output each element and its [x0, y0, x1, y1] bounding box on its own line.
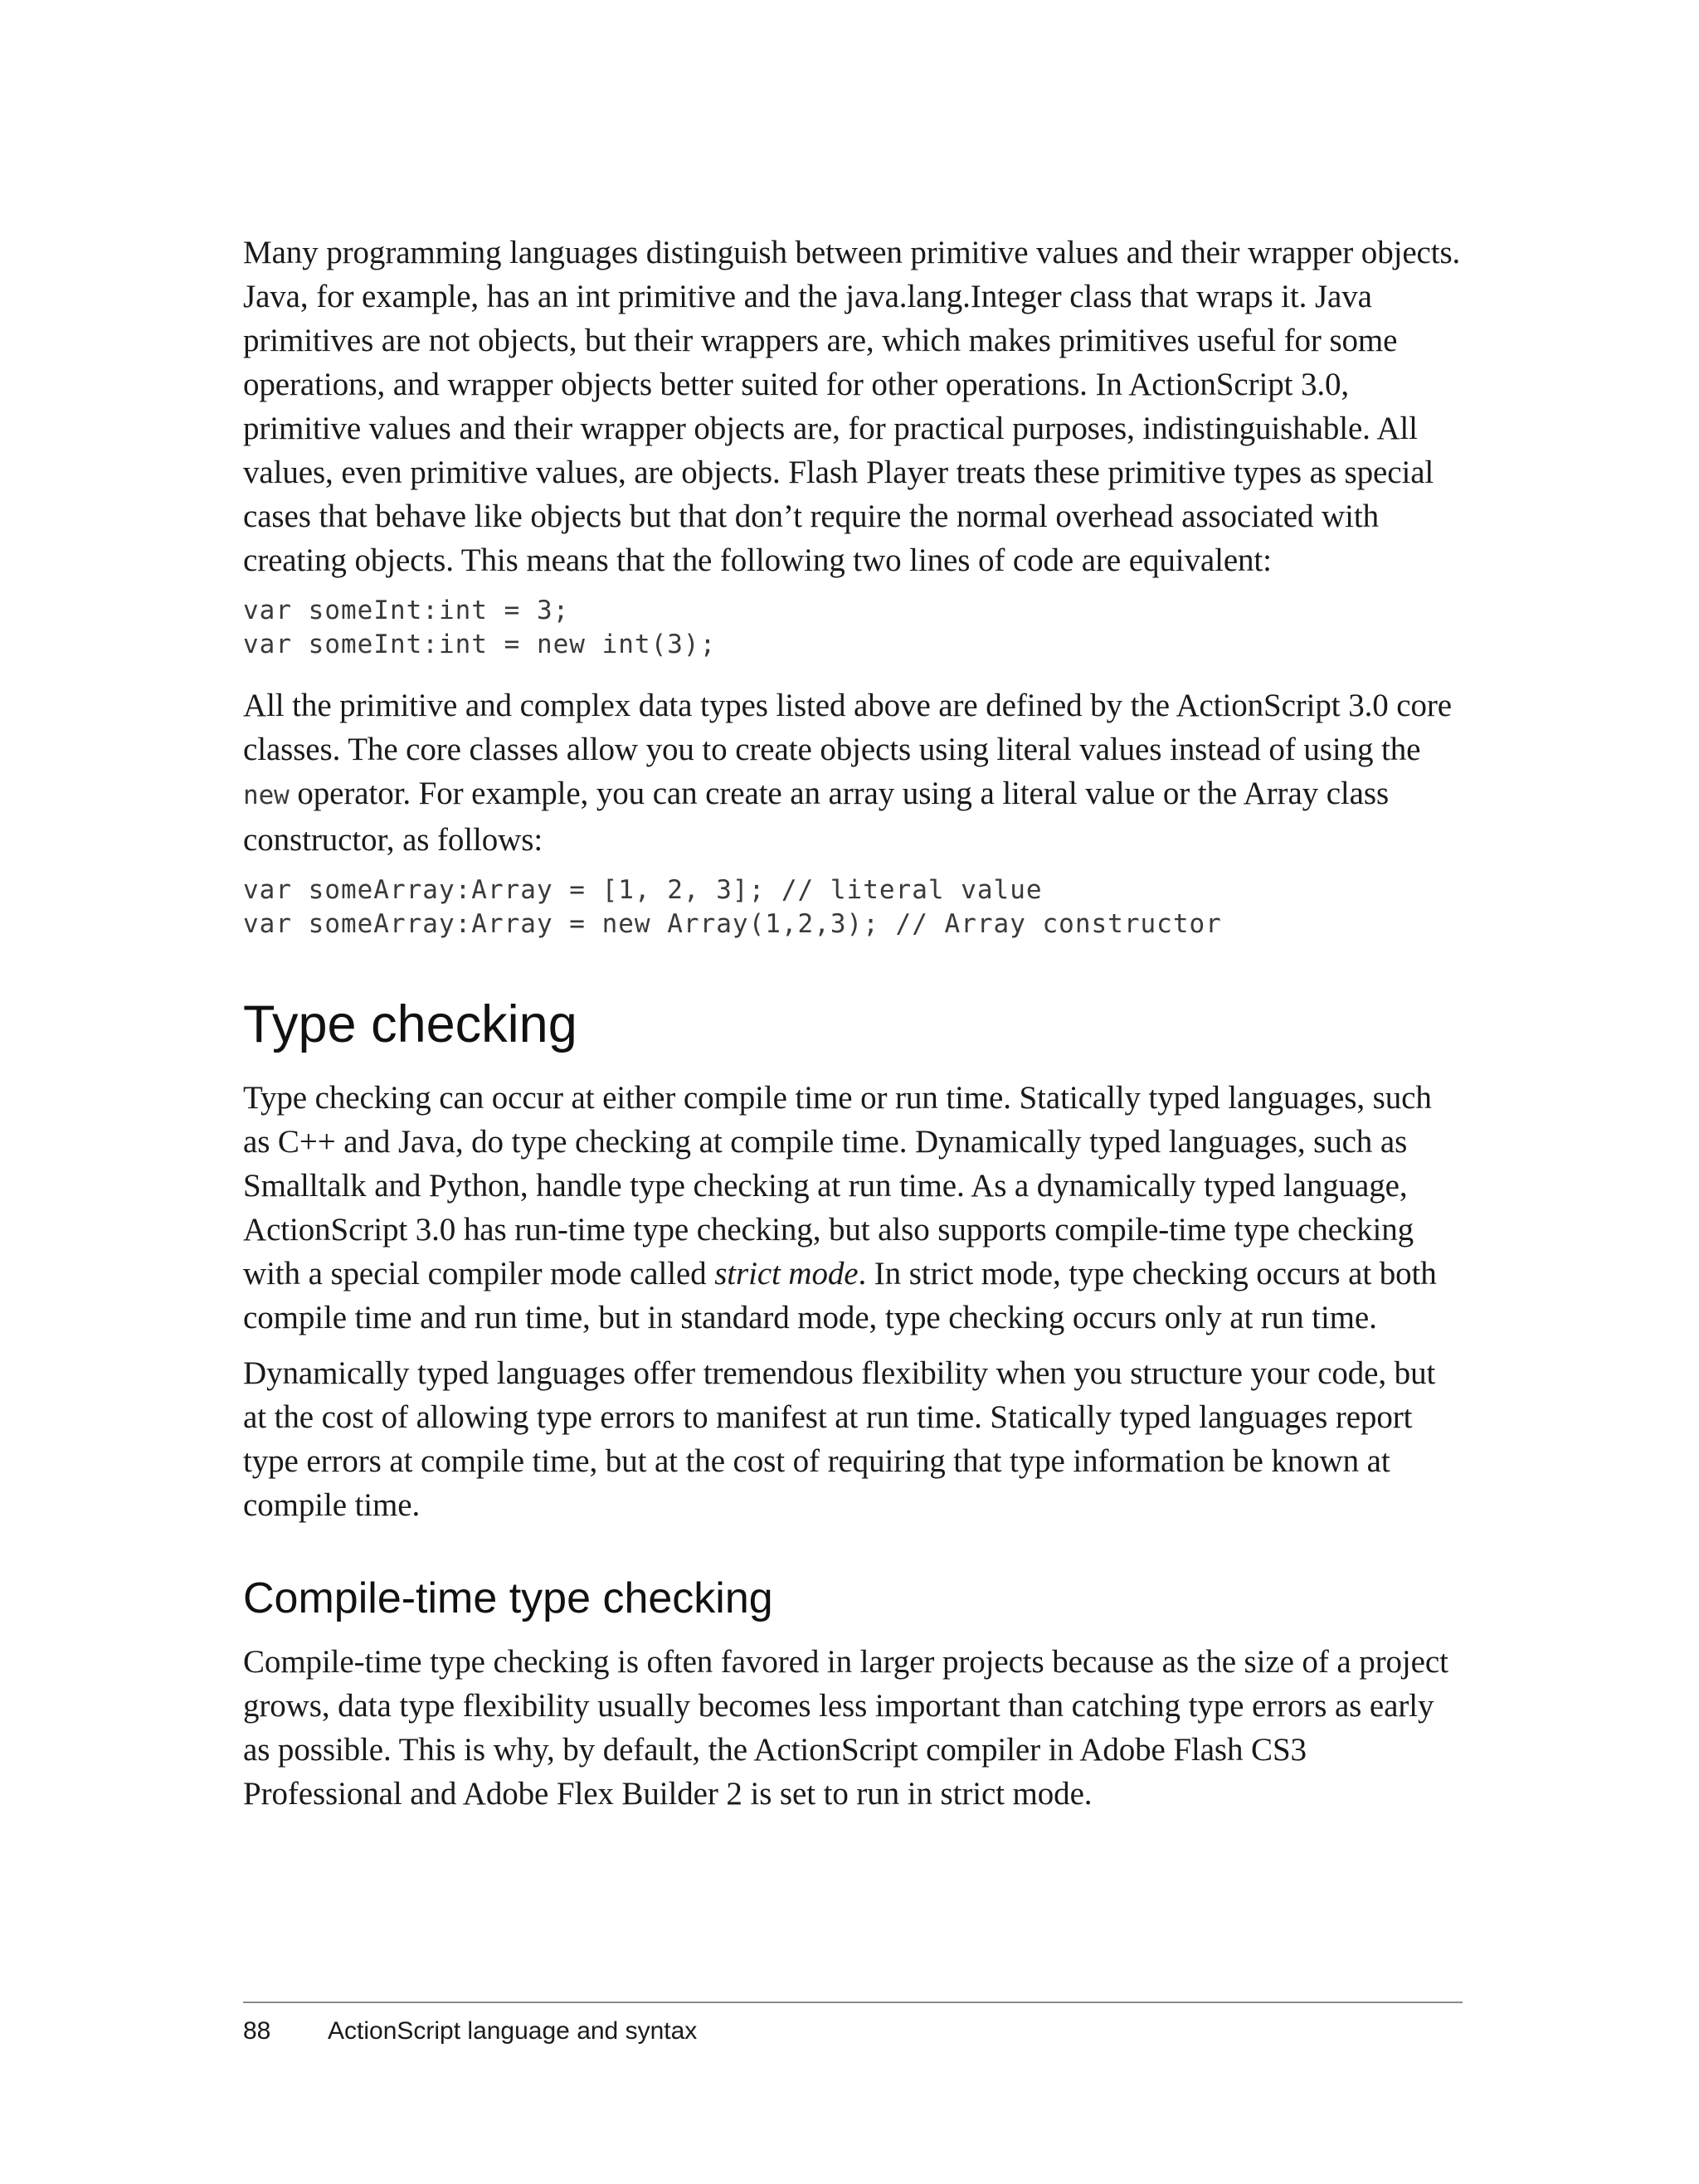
- type-checking-text-before: Type checking can occur at either compile time or run time. Statically typed languages, such as C++ and Java, do type checking at compile time. Dynamically typed languages, such as Smalltalk and Python, handle type checking at run time. As a dynamically typed language, ActionScript 3.0 has run-time type checking, but also supports compile-time type checking with a special compiler mode called: [243, 1080, 1432, 1291]
- type-checking-paragraph-1: [243, 1076, 1463, 1340]
- strict-mode-term: strict mode: [714, 1256, 859, 1291]
- type-checking-paragraph-2: Dynamically typed languages offer tremendous flexibility when you structure your code, but at the cost of allowing type errors to manifest at run time. Statically typed languages report type errors at compile time, but at the cost of requiring that type information be known at compile time.: [243, 1355, 1436, 1523]
- literals-text-after: operator. For example, you can create an array using a literal value or the Array class constructor, as follows:: [243, 776, 1390, 858]
- inline-code-new: new: [243, 781, 290, 810]
- heading-type-checking: Type checking: [243, 995, 577, 1053]
- code-example-int: var someInt:int = 3; var someInt:int = new int(3);: [243, 596, 717, 659]
- code-example-array: var someArray:Array = [1, 2, 3]; // literal value var someArray:Array = new Array(1,2,3); // Array constructor: [243, 875, 1222, 939]
- footer-divider: [243, 2002, 1463, 2003]
- page-footer: [243, 2017, 697, 2045]
- page-number: 88: [243, 2017, 271, 2045]
- literals-text-before: All the primitive and complex data types listed above are defined by the ActionScript 3.0 core classes. The core classes allow you to create objects using literal values instead of using the: [243, 688, 1453, 767]
- heading-compile-time-type-checking: Compile-time type checking: [243, 1574, 773, 1622]
- compile-time-paragraph: Compile-time type checking is often favored in larger projects because as the size of a project grows, data type flexibility usually becomes less important than catching type errors as early as possible. This is why, by default, the ActionScript compiler in Adobe Flash CS3 Professional and Adobe Flex Builder 2 is set to run in strict mode.: [243, 1644, 1448, 1812]
- intro-paragraph: Many programming languages distinguish between primitive values and their wrapper objects. Java, for example, has an int primitive and the java.lang.Integer class that wraps it. Java primitives are not objects, but their wrappers are, which makes primitives useful for some operations, and wrapper objects better suited for other operations. In ActionScript 3.0, primitive values and their wrapper objects are, for practical purposes, indistinguishable. All values, even primitive values, are objects. Flash Player treats these primitive types as special cases that behave like objects but that don’t require the normal overhead associated with creating objects. This means that the following two lines of code are equivalent:: [243, 235, 1461, 578]
- literals-paragraph: [243, 683, 1463, 862]
- page-content: [243, 231, 1463, 1827]
- chapter-title: ActionScript language and syntax: [328, 2017, 698, 2045]
- type-checking-text-after: . In strict mode, type checking occurs at both compile time and run time, but in standard mode, type checking occurs only at run time.: [243, 1256, 1437, 1335]
